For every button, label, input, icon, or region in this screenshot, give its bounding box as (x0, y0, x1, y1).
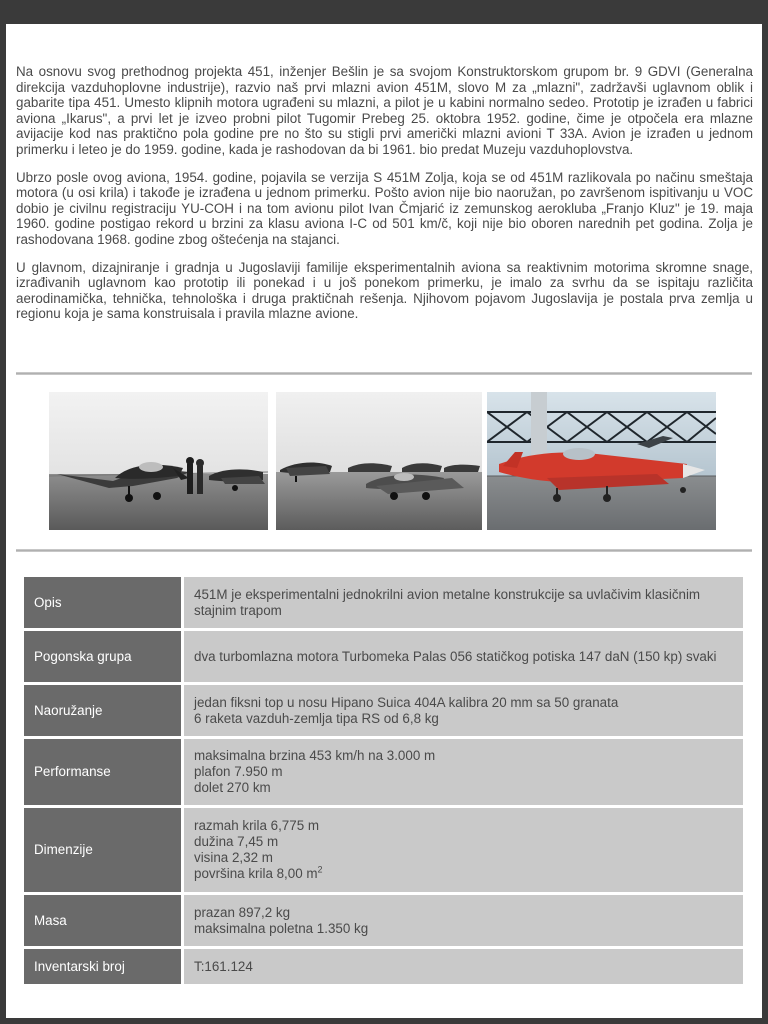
spec-label: Pogonska grupa (24, 631, 184, 682)
spec-label: Inventarski broj (24, 949, 184, 984)
spec-row-naoruzanje (24, 685, 743, 736)
paragraph-2: Ubrzo posle ovog aviona, 1954. godine, pojavila se verzija S 451M Zolja, koja se od 451M razlikovala po načinu smeštaja motora (u osi krila) i takođe je izrađena u jednom primerku. Pošto avion nije bio naoružan, po završenom ispitivanju u VOC dobio je civilnu registraciju YU-COH i na tom avionu pilot Ivan Čmjarić iz zemunskog aerokluba „Franjo Kluz" je 19. maja 1960. godine postigao rekord u brzini za klasu aviona I-C od 501 km/č, koji nije bio oboren narednih pet godina. Zolja je rashodovana 1968. godine zbog oštećenja na stajanci. (16, 169, 753, 247)
divider-top (16, 372, 752, 375)
spec-label: Masa (24, 895, 184, 946)
spec-label: Performanse (24, 739, 184, 805)
spec-value: maksimalna brzina 453 km/h na 3.000 m plafon 7.950 m dolet 270 km (184, 739, 743, 805)
spec-label: Opis (24, 577, 184, 628)
specifications-table (24, 574, 743, 987)
spec-value: dva turbomlazna motora Turbomeka Palas 056 statičkog potiska 147 daN (150 kp) svaki (184, 631, 743, 682)
paragraph-1: Na osnovu svog prethodnog projekta 451, inženjer Bešlin je sa svojom Konstruktorskom grupom br. 9 GDVI (Generalna direkcija vazduhoplovne industrije), razvio naš prvi mlazni avion 451M, slovo M za „mlazni", zadržavši uglavnom oblik i gabarite tipa 451. Umesto klipnih motora ugrađeni su mlazni, a pilot je u kabini normalno sedeo. Prototip je izrađen u fabrici aviona „Ikarus", a prvi let je izveo probni pilot Tugomir Prebeg 25. oktobra 1952. godine, čime je otpočela era mlazne avijacije kod nas praktično pola godine pre no što su stigli prvi američki mlazni avioni T 33A. Avion je izrađen u jednom primerku i leteo je do 1959. godine, kada je rashodovan da bi 1961. bio predat Muzeju vazduhoplovstva. (16, 64, 753, 157)
page (6, 24, 762, 1018)
spec-row-opis (24, 577, 743, 628)
divider-bottom (16, 549, 752, 552)
spec-value: razmah krila 6,775 m dužina 7,45 m visina 2,32 m površina krila 8,00 $m^2$ (184, 808, 743, 892)
spec-value: T:161.124 (184, 949, 743, 984)
spec-row-dimenzije (24, 808, 743, 892)
spec-label: Dimenzije (24, 808, 184, 892)
spec-row-masa (24, 895, 743, 946)
photo-aircraft-lineup[interactable] (276, 392, 482, 530)
spec-row-performanse (24, 739, 743, 805)
article-text (16, 64, 753, 334)
spec-label: Naoružanje (24, 685, 184, 736)
photo-451m-on-apron[interactable] (49, 392, 268, 530)
spec-row-pogonska-grupa (24, 631, 743, 682)
spec-value: jedan fiksni top u nosu Hipano Suica 404A kalibra 20 mm sa 50 granata 6 raketa vazduh-zemlja tipa RS od 6,8 kg (184, 685, 743, 736)
spec-value: 451M je eksperimentalni jednokrilni avion metalne konstrukcije sa uvlačivim klasičnim stajnim trapom (184, 577, 743, 628)
spec-row-inventarski-broj (24, 949, 743, 984)
spec-value: prazan 897,2 kg maksimalna poletna 1.350 kg (184, 895, 743, 946)
photo-red-aircraft-museum[interactable] (487, 392, 716, 530)
paragraph-3: U glavnom, dizajniranje i gradnja u Jugoslaviji familije eksperimentalnih aviona sa reaktivnim motorima skromne snage, izrađivanih uglavnom kao prototip ili ponekad i u još ponekom primerku, je imalo za svrhu da se ispitaju različita aerodinamička, tehnička, tehnološka i druga praktičnah rešenja. Njihovom pojavom Jugoslavija je postala prva zemlja u regionu koja je sama konstruisala i pravila mlazne avione. (16, 259, 753, 322)
